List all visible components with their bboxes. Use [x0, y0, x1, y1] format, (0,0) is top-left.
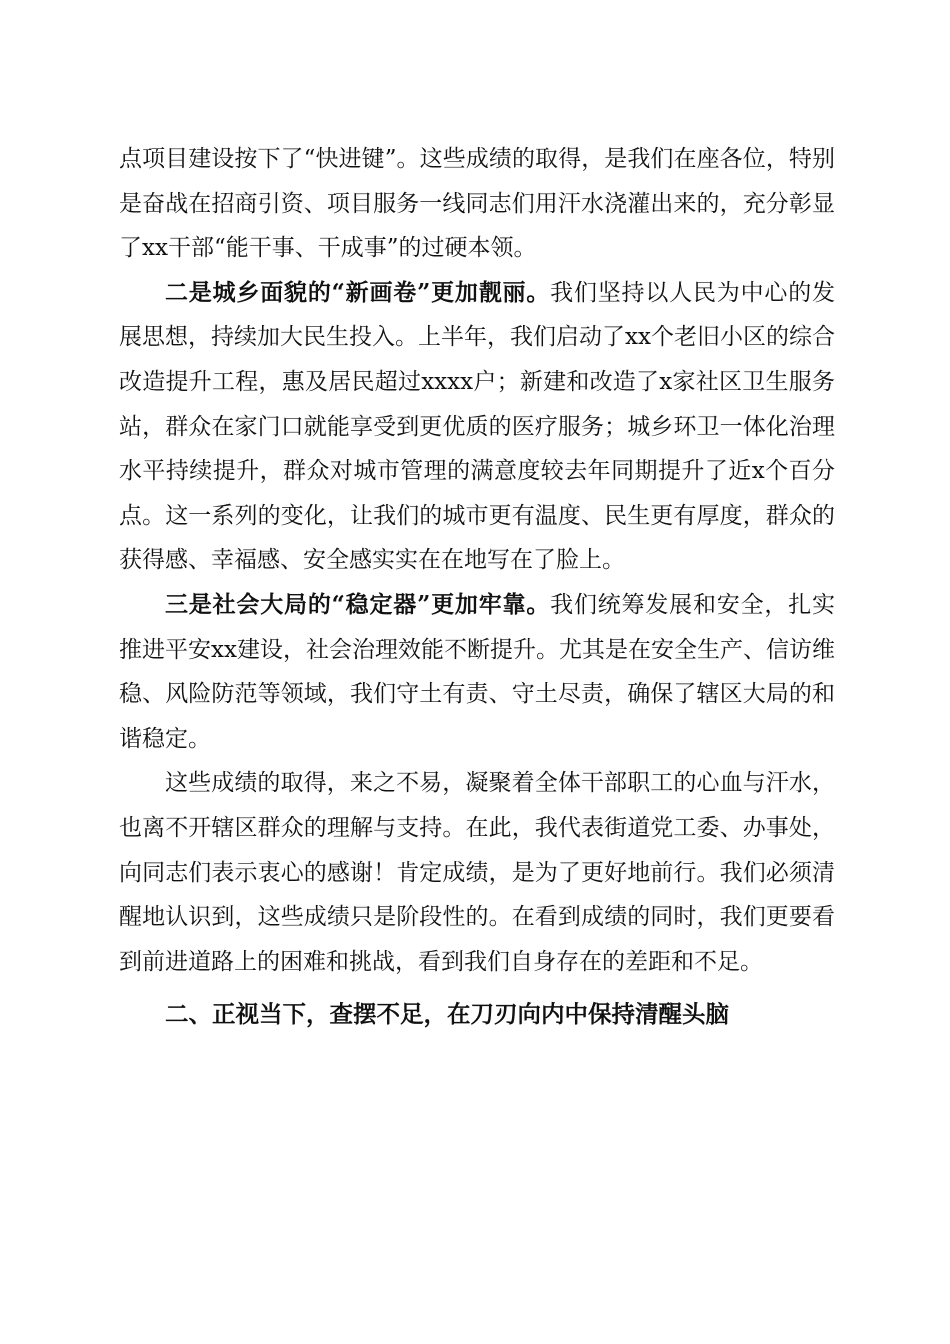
paragraph-title: 三是社会大局的“稳定器”更加牢靠。 — [165, 590, 551, 618]
paragraph-social-stability — [119, 583, 835, 761]
paragraph-continuation — [119, 137, 835, 271]
paragraph-urban-rural — [119, 271, 835, 583]
paragraph-text: 我们统筹发展和安全，扎实推进平安xx建设，社会治理效能不断提升。尤其是在安全生产、信访维稳、风险防范等领域，我们守土有责、守土尽责，确保了辖区大局的和谐稳定。 — [119, 591, 835, 752]
paragraph-summary — [119, 761, 835, 984]
paragraph-text: 点项目建设按下了“快进键”。这些成绩的取得，是我们在座各位，特别是奋战在招商引资、项目服务一线同志们用汗水浇灌出来的，充分彰显了xx干部“能干事、干成事”的过硬本领。 — [119, 146, 835, 262]
paragraph-title: 二是城乡面貌的“新画卷”更加靓丽。 — [165, 278, 551, 306]
paragraph-text: 这些成绩的取得，来之不易，凝聚着全体干部职工的心血与汗水，也离不开辖区群众的理解与支持。在此，我代表街道党工委、办事处，向同志们表示衷心的感谢！肯定成绩，是为了更好地前行。我们必须清醒地认识到，这些成绩只是阶段性的。在看到成绩的同时，我们更要看到前进道路上的困难和挑战，看到我们自身存在的差距和不足。 — [119, 770, 835, 975]
section-heading: 二、正视当下，查摆不足，在刀刃向内中保持清醒头脑 — [165, 1000, 729, 1029]
paragraph-text: 我们坚持以人民为中心的发展思想，持续加大民生投入。上半年，我们启动了xx个老旧小区的综合改造提升工程，惠及居民超过xxxx户；新建和改造了x家社区卫生服务站，群众在家门口就能享受到更优质的医疗服务；城乡环卫一体化治理水平持续提升，群众对城市管理的满意度较去年同期提升了近x个百分点。这一系列的变化，让我们的城市更有温度、民生更有厚度，群众的获得感、幸福感、安全感实实在在地写在了脸上。 — [119, 279, 835, 574]
document-body — [119, 137, 835, 1037]
